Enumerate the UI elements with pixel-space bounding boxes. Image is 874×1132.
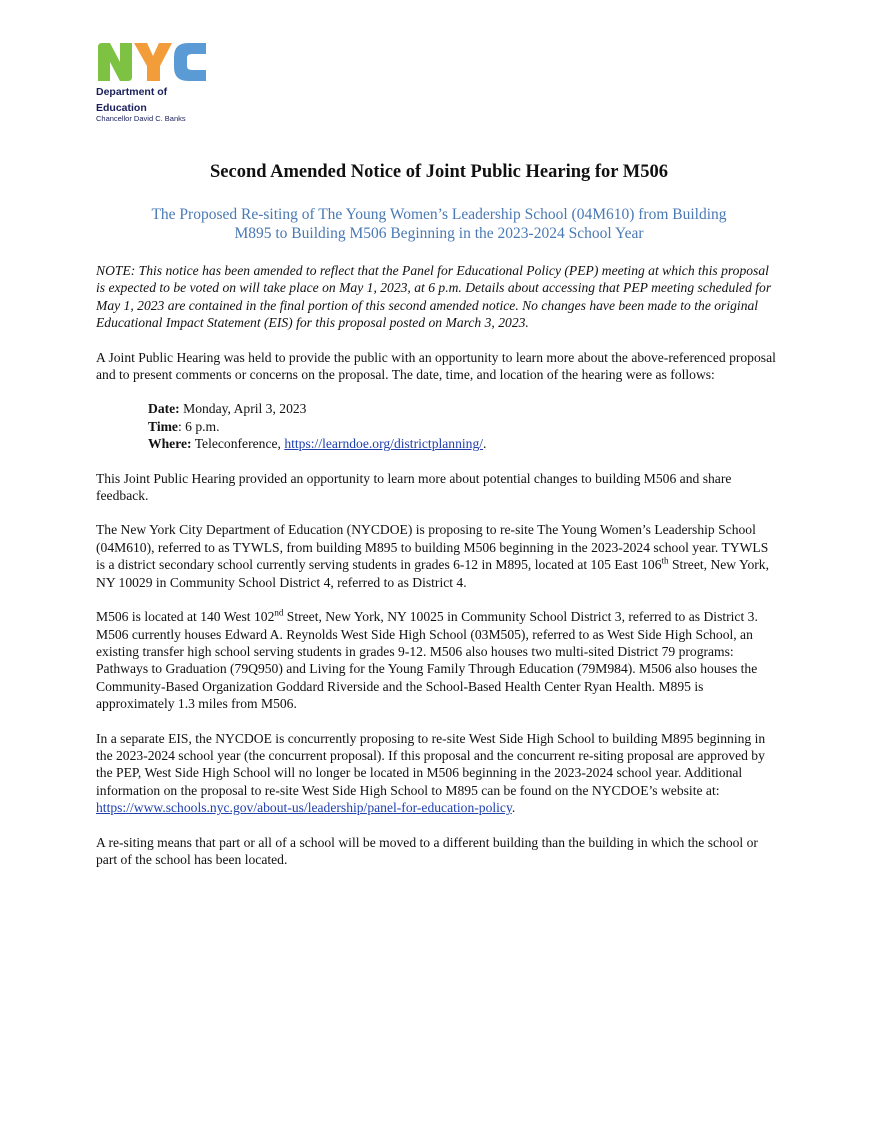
proposal-text-a: The New York City Department of Education (NYCDOE) is proposing to re-site The Young Women’s Leadership School (04M610), referred to as TYWLS, from building M895 to building M506 beginning in the 2023-2024 school year. TYWLS is a district secondary school currently serving students in grades 6-12 in M895, located at 105 East 106: [96, 522, 769, 573]
document-title: Second Amended Notice of Joint Public Hearing for M506: [209, 162, 669, 182]
m506-text-a: M506 is located at 140 West 102: [96, 609, 275, 625]
pep-link[interactable]: https://www.schools.nyc.gov/about-us/leadership/panel-for-education-policy: [96, 800, 512, 816]
chancellor-name: Chancellor David C. Banks: [96, 114, 186, 123]
intro-paragraph: A Joint Public Hearing was held to provide the public with an opportunity to learn more about the above-referenced proposal and to present comments or concerns on the proposal. The date, time, and location of the hearing were as follows:: [96, 349, 776, 383]
hearing-details: [148, 400, 776, 452]
m506-sup: nd: [274, 607, 284, 618]
subtitle-line-2: M895 to Building M506 Beginning in the 2023-2024 School Year: [234, 225, 644, 242]
concurrent-paragraph: [96, 730, 776, 817]
districtplanning-link[interactable]: https://learndoe.org/districtplanning/: [284, 436, 484, 452]
department-line2: Education: [96, 102, 147, 114]
proposal-text-b: Street, New York, NY 10029 in Community School District 4, referred to as District 4.: [96, 557, 769, 590]
hearing-location: [148, 435, 776, 452]
document-body: [96, 262, 776, 885]
nyc-logo-icon: [96, 42, 208, 82]
opportunity-paragraph: This Joint Public Hearing provided an opportunity to learn more about potential changes to building M506 and share feedback.: [96, 470, 732, 504]
time-label: Time: [148, 418, 178, 434]
where-label: Where:: [148, 436, 192, 452]
concurrent-end: .: [511, 800, 516, 816]
where-end: .: [483, 436, 487, 452]
department-line1: Department of: [96, 86, 168, 98]
m506-text-b: Street, New York, NY 10025 in Community School District 3, referred to as District 3. M506 currently houses Edward A. Reynolds West Side High School (03M505), referred to as West Side High School, an existing transfer high school serving students in grades 9-12. M506 also houses two multi-sited District 79 programs: Pathways to Graduation (79Q950) and Living for the Young Family Through Education (79M984). M506 also houses the Community-Based Organization Goddard Riverside and the School-Based Health Center Ryan Health. M895 is approximately 1.3 miles from M506.: [96, 609, 758, 712]
document-subtitle: [96, 205, 782, 243]
subtitle-line-1: The Proposed Re-siting of The Young Women’s Leadership School (04M610) from Building: [151, 206, 727, 223]
nyc-doe-logo: [96, 42, 236, 123]
resiting-paragraph: A re-siting means that part or all of a school will be moved to a different building than the building in which the school or part of the school has been located.: [96, 834, 758, 867]
proposal-sup: th: [661, 555, 669, 566]
hearing-time: [148, 418, 776, 435]
amendment-note: NOTE: This notice has been amended to reflect that the Panel for Educational Policy (PEP) meeting at which this proposal is expected to be voted on will take place on May 1, 2023, at 6 p.m. Details about accessing that PEP meeting scheduled for May 1, 2023 are contained in the final portion of this second amended notice. No changes have been made to the original Educational Impact Statement (EIS) for this proposal posted on March 3, 2023.: [96, 263, 772, 331]
hearing-date: [148, 400, 776, 417]
date-label: Date:: [148, 401, 180, 417]
proposal-paragraph: [96, 521, 776, 591]
concurrent-text: In a separate EIS, the NYCDOE is concurrently proposing to re-site West Side High School to building M895 beginning in the 2023-2024 school year (the concurrent proposal). If this proposal and the concurrent re-siting proposal are approved by the PEP, West Side High School will no longer be located in M506 beginning in the 2023-2024 school year. Additional information on the proposal to re-site West Side High School to M895 can be found on the NYCDOE’s website at:: [96, 730, 766, 798]
date-value: Monday, April 3, 2023: [183, 401, 307, 417]
time-value: : 6 p.m.: [177, 418, 220, 434]
m506-paragraph: [96, 608, 776, 712]
where-value: Teleconference,: [194, 436, 281, 452]
